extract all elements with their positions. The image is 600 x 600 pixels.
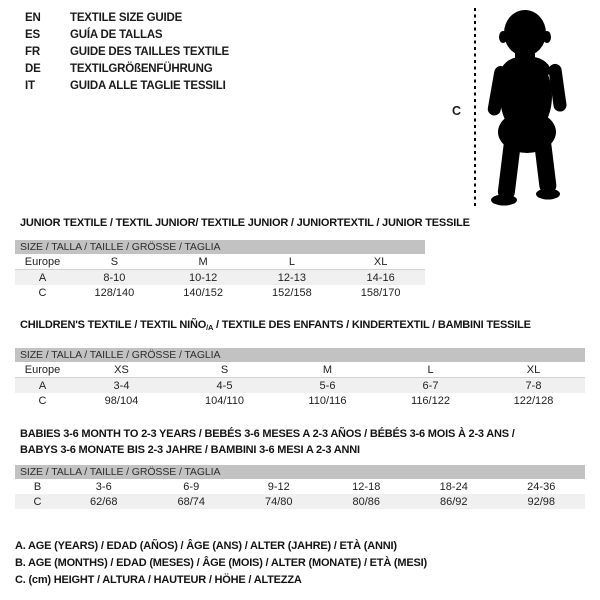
value-cell: 5-6 [276,378,379,394]
value-cell: 8-10 [70,270,159,286]
junior-columns-row [15,254,425,270]
value-cell: 80/86 [323,494,411,509]
value-cell: 74/80 [235,494,323,509]
value-cell: 110/116 [308,394,347,407]
row-label-cell: A [15,270,70,286]
legend-line-b: B. AGE (MONTHS) / EDAD (MESES) / ÂGE (MOIS) / ALTER (MONATE) / ETÀ (MESI) [15,557,427,569]
value-cell: 12-18 [352,480,381,493]
babies-section-title [20,426,515,458]
value-cell: 140/152 [183,286,223,299]
junior-section-title: JUNIOR TEXTILE / TEXTIL JUNIOR/ TEXTILE JUNIOR / JUNIORTEXTIL / JUNIOR TESSILE [20,217,470,229]
language-row-en [25,9,229,26]
language-code: FR [25,45,40,58]
babies-size-header-bar: SIZE / TALLA / TAILLE / GRÖSSE / TAGLIA [15,465,585,479]
row-label-cell: C [38,394,47,407]
size-column-header: XS [70,362,173,378]
value-cell: 152/158 [271,286,312,299]
language-title: TEXTILE SIZE GUIDE [70,11,183,24]
language-row-de [25,60,229,77]
language-code: ES [25,28,40,41]
size-column-header: L [379,362,482,378]
value-cell: 7-8 [482,378,585,394]
language-title: GUIDE DES TAILLES TEXTILE [70,45,229,58]
legend-line-c: C. (cm) HEIGHT / ALTURA / HAUTEUR / HÖHE / ALTEZZA [15,574,302,586]
value-cell: 14-16 [336,270,425,286]
babies-row-months [15,479,585,494]
language-code: EN [25,11,41,24]
children-size-header-bar: SIZE / TALLA / TAILLE / GRÖSSE / TAGLIA [15,348,585,362]
row-label-cell: C [15,494,60,509]
value-cell: 3-4 [70,378,173,394]
value-cell: 3-6 [95,480,112,493]
measure-legend [15,538,427,589]
language-title: TEXTILGRÖßENFÜHRUNG [70,62,213,75]
value-cell: 10-12 [159,270,248,286]
children-section-title [20,319,531,331]
value-cell: 86/92 [410,494,498,509]
language-row-es [25,26,229,43]
value-cell: 4-5 [173,378,276,394]
junior-size-table [15,254,425,300]
value-cell: 6-7 [379,378,482,394]
value-cell: 68/74 [148,494,236,509]
junior-row-height [15,285,425,300]
row-label-cell: B [33,480,42,493]
height-dotted-line [474,8,476,208]
value-cell: 122/128 [513,394,554,407]
babies-title-line1: BABIES 3-6 MONTH TO 2-3 YEARS / BEBÉS 3-6 MESES A 2-3 AÑOS / BÉBÉS 3-6 MOIS À 2-3 ANS / [20,428,515,440]
size-column-header: M [276,362,379,378]
babies-row-height [15,494,585,509]
value-cell: 128/140 [94,286,135,299]
legend-line-a: A. AGE (YEARS) / EDAD (AÑOS) / ÂGE (ANS) / ALTER (JAHRE) / ETÀ (ANNI) [15,540,397,552]
region-header-cell: Europe [15,254,70,270]
value-cell: 24-36 [527,480,556,493]
language-code: IT [25,79,35,92]
size-column-header: S [70,254,159,270]
baby-silhouette-image [482,8,574,206]
language-title: GUÍA DE TALLAS [70,28,163,41]
children-size-table [15,362,585,408]
value-cell: 98/104 [104,394,139,407]
language-code: DE [25,62,41,75]
children-title-subscript: /A [206,323,214,332]
value-cell: 104/110 [205,394,244,407]
language-title-list [25,9,229,94]
value-cell: 6-9 [183,480,200,493]
children-row-age [15,378,585,394]
junior-size-header-bar: SIZE / TALLA / TAILLE / GRÖSSE / TAGLIA [15,240,425,254]
value-cell: 12-13 [248,270,337,286]
size-column-header: M [159,254,248,270]
size-column-header: XL [482,362,585,378]
row-label-cell: C [38,286,47,299]
language-row-fr [25,43,229,60]
language-row-it [25,77,229,94]
children-title-text: / TEXTILE DES ENFANTS / KINDERTEXTIL / BAMBINI TESSILE [213,319,531,331]
junior-row-age [15,270,425,286]
children-columns-row [15,362,585,378]
value-cell: 158/170 [360,286,401,299]
size-column-header: L [248,254,337,270]
row-label-cell: A [15,378,70,394]
value-cell: 18-24 [439,480,468,493]
language-title: GUIDA ALLE TAGLIE TESSILI [70,79,226,92]
value-cell: 9-12 [267,480,290,493]
babies-size-table [15,479,585,509]
height-measure-label: C [452,104,462,118]
children-title-text: CHILDREN'S TEXTILE / TEXTIL NIÑO [20,319,207,331]
value-cell: 116/122 [411,394,450,407]
value-cell: 92/98 [498,494,586,509]
babies-title-line2: BABYS 3-6 MONATE BIS 2-3 JAHRE / BAMBINI 3-6 MESI A 2-3 ANNI [20,444,360,456]
region-header-cell: Europe [15,362,70,378]
value-cell: 62/68 [60,494,148,509]
size-column-header: S [173,362,276,378]
size-column-header: XL [336,254,425,270]
children-row-height [15,393,585,408]
